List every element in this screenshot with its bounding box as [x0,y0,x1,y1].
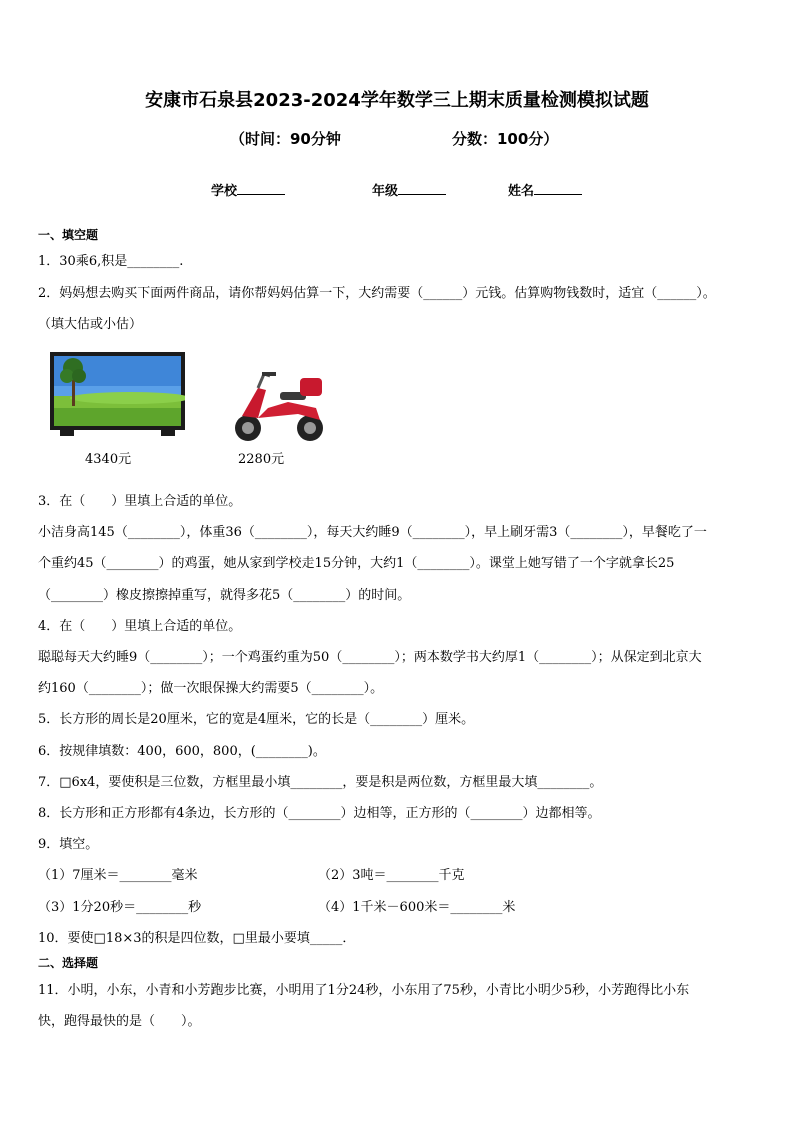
question-9-heading: 9．填空。 [38,837,99,852]
question-7: 7．□6x4，要使积是三位数，方框里最小填________，要是积是两位数，方框里最大填________。 [38,775,603,790]
tv-image [50,352,185,440]
name-blank [534,182,582,195]
question-3-line-3: （________）橡皮擦擦掉重写，就得多花5（________）的时间。 [38,588,411,603]
grade-field [372,180,446,199]
question-3-heading: 3．在（ ）里填上合适的单位。 [38,494,242,509]
school-blank [237,182,285,195]
question-6: 6．按规律填数：400，600，800，(________)。 [38,744,326,759]
question-9-part-4: （4）1千米－600米＝________米 [318,900,516,915]
name-field [508,180,582,199]
tv-price: 4340元 [85,452,132,467]
question-3-line-2: 个重约45（________）的鸡蛋，她从家到学校走15分钟，大约1（________）。课堂上她写错了一个字就拿长25 [38,556,675,571]
question-2-line-2: （填大估或小估） [38,317,143,332]
question-11-line-2: 快，跑得最快的是（ ）。 [38,1014,201,1029]
section-choice-heading: 二、选择题 [38,956,99,970]
name-label: 姓名 [508,184,535,199]
school-label: 学校 [211,184,238,199]
section-fill-heading: 一、填空题 [38,228,99,242]
question-2-line-1: 2．妈妈想去购买下面两件商品，请你帮妈妈估算一下，大约需要（______）元钱。估算购物钱数时，适宜（______）。 [38,286,716,301]
question-8: 8．长方形和正方形都有4条边，长方形的（________）边相等，正方形的（________）边都相等。 [38,806,601,821]
question-9-part-1: （1）7厘米＝________毫米 [38,868,198,883]
question-9-part-2: （2）3吨＝________千克 [318,868,465,883]
question-5: 5．长方形的周长是20厘米，它的宽是4厘米，它的长是（________）厘米。 [38,712,475,727]
scooter-image [228,368,328,444]
grade-blank [398,182,446,195]
exam-time: （时间：90分钟 [230,130,341,148]
question-9-part-3: （3）1分20秒＝________秒 [38,900,202,915]
question-10: 10．要使□18×3的积是四位数，□里最小要填_____． [38,931,356,946]
school-field [211,180,285,199]
scooter-price: 2280元 [238,452,285,467]
question-4-line-1: 聪聪每天大约睡9（________）；一个鸡蛋约重为50（________）；两本数学书大约厚1（________）；从保定到北京大 [38,650,702,665]
grade-label: 年级 [372,184,399,199]
question-4-line-2: 约160（________）；做一次眼保操大约需要5（________）。 [38,681,384,696]
exam-score: 分数：100分） [452,130,559,148]
question-3-line-1: 小洁身高145（________），体重36（________），每天大约睡9（________），早上刷牙需3（________），早餐吃了一 [38,525,707,540]
question-4-heading: 4．在（ ）里填上合适的单位。 [38,619,242,634]
question-11-line-1: 11．小明，小东，小青和小芳跑步比赛，小明用了1分24秒，小东用了75秒，小青比小明少5秒，小芳跑得比小东 [38,983,690,998]
exam-title: 安康市石泉县2023-2024学年数学三上期末质量检测模拟试题 [145,90,649,111]
question-1: 1．30乘6,积是________. [38,254,184,269]
